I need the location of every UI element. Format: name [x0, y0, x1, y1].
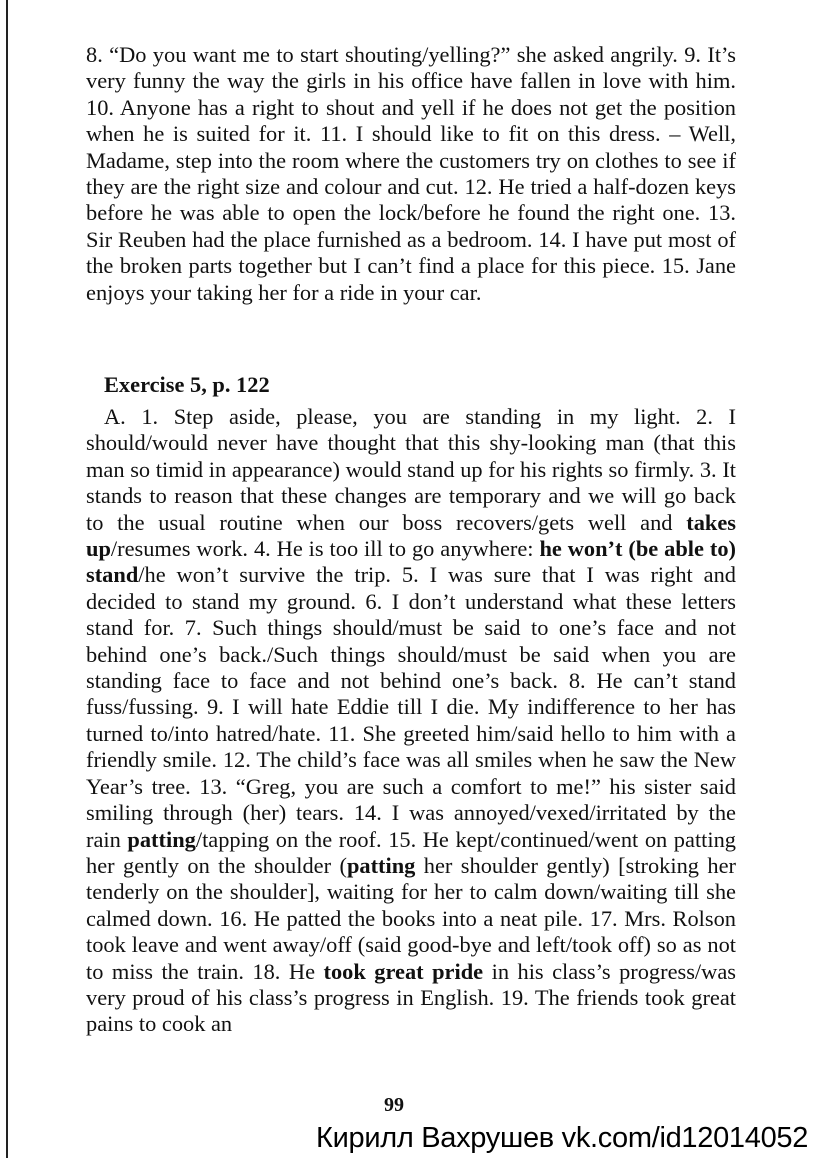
- watermark-text: Кирилл Вахрушев vk.com/id12014052: [316, 1122, 809, 1154]
- top-paragraph: [86, 42, 736, 306]
- section-a-text-5: her shoulder gently) [stroking her tenderly on the shoulder], waiting for her to calm down/waiting till she calmed down. 16. He patted the books into a neat pile. 17. Mrs. Rolson took leave and went away/off (said good-bye and left/took off) so as not to miss the train. 18. He: [86, 852, 736, 984]
- page-number: 99: [384, 1094, 404, 1116]
- section-a-paragraph: [86, 404, 736, 1038]
- section-a-text-4: /tapping on the roof. 15. He kept/continued/went on patting her gently on the shoulder (: [86, 826, 736, 878]
- section-a-text-3: /he won’t survive the trip. 5. I was sure that I was right and decided to stand my ground. 6. I don’t understand what these letters stand for. 7. Such things should/must be said to one’s face and not behind one’s back./Such things should/must be said when you are standing face to face and not behind one’s back. 8. He can’t stand fuss/fussing. 9. I will hate Eddie till I die. My indifference to her has turned to/into hatred/hate. 11. She greeted him/said hello to him with a friendly smile. 12. The child’s face was all smiles when he saw the New Year’s tree. 13. “Greg, you are such a comfort to me!” his sister said smiling through (her) tears. 14. I was annoyed/vexed/irritated by the rain: [86, 562, 736, 852]
- bold-phrase-patting-2: patting: [346, 852, 416, 878]
- bold-phrase-took-great-pride: took great pride: [323, 958, 484, 984]
- section-a-text-2: /resumes work. 4. He is too ill to go anywhere:: [110, 536, 540, 562]
- section-a-text-6: in his class’s progress/was very proud of his class’s progress in English. 19. The friends took great pains to cook an: [86, 958, 736, 1037]
- bold-phrase-patting: patting: [127, 826, 196, 852]
- bold-phrase-wont-stand: he won’t (be able to) stand: [86, 536, 736, 588]
- exercise-heading: Exercise 5, p. 122: [104, 372, 270, 397]
- page-edge-line: [6, 0, 8, 1158]
- top-paragraph-text: 8. “Do you want me to start shouting/yelling?” she asked angrily. 9. It’s very funny the way the girls in his office have fallen in love with him. 10. Anyone has a right to shout and yell if he does not get the position when he is suited for it. 11. I should like to fit on this dress. – Well, Madame, step into the room where the customers try on clothes to see if they are the right size and colour and cut. 12. He tried a half-dozen keys before he was able to open the lock/before he found the right one. 13. Sir Reuben had the place furnished as a bedroom. 14. I have put most of the broken parts together but I can’t find a place for this piece. 15. Jane enjoys your taking her for a ride in your car.: [86, 42, 736, 305]
- section-a-text-1: A. 1. Step aside, please, you are standing in my light. 2. I should/would never have thought that this shy-looking man (that this man so timid in appearance) would stand up for his rights so firmly. 3. It stands to reason that these changes are temporary and we will go back to the usual routine when our boss recovers/gets well and: [86, 404, 736, 535]
- bold-phrase-takes-up: takes up: [86, 509, 736, 562]
